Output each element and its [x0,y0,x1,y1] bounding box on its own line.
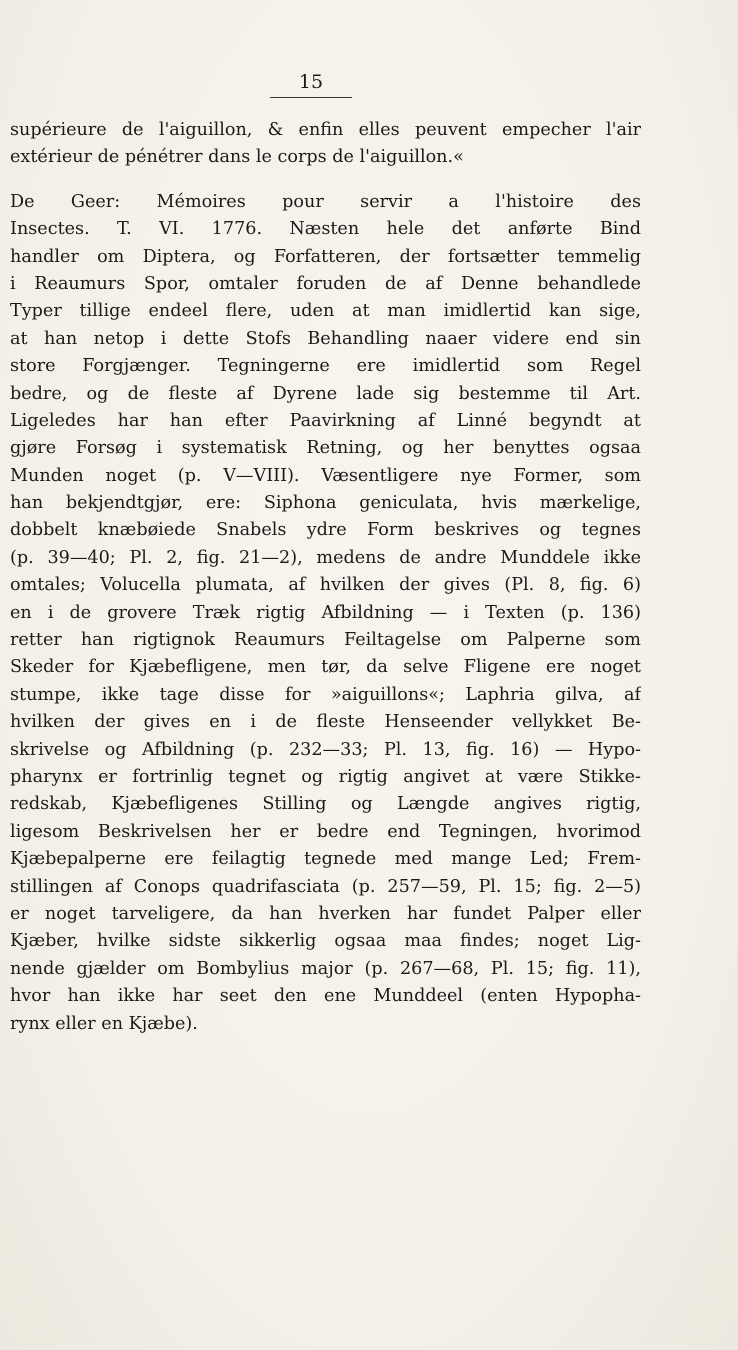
text-line: extérieur de pénétrer dans le corps de l'aiguillon.« [10,147,464,168]
text-line: pharynx er fortrinlig tegnet og rigtig angivet at være Stikke- [10,766,641,787]
text-line: Munden noget (p. V—VIII). Væsentligere nye Former, som [10,465,641,486]
text-line: dobbelt knæbøiede Snabels ydre Form beskrives og tegnes [10,520,641,541]
text-line: (p. 39—40; Pl. 2, fig. 21—2), medens de andre Munddele ikke [10,547,641,568]
text-line: ligesom Beskrivelsen her er bedre end Tegningen, hvorimod [10,821,641,842]
text-line: i Reaumurs Spor, omtaler foruden de af Denne behandlede [10,273,641,294]
text-line: stumpe, ikke tage disse for »aiguillons«; Laphria gilva, af [10,684,641,705]
text-line: omtales; Volucella plumata, af hvilken der gives (Pl. 8, fig. 6) [10,575,641,596]
page-number-rule [270,97,352,98]
text-line: skrivelse og Afbildning (p. 232—33; Pl. 13, fig. 16) — Hypo- [10,739,641,760]
text-line: gjøre Forsøg i systematisk Retning, og her benyttes ogsaa [10,438,641,459]
page-number: 15 [298,71,324,93]
text-line: redskab, Kjæbefligenes Stilling og Længde angives rigtig, [10,794,641,815]
text-line: Typer tillige endeel flere, uden at man imidlertid kan sige, [10,301,641,322]
body-text [10,117,641,1038]
text-line: Ligeledes har han efter Paavirkning af Linné begyndt at [10,410,641,431]
text-line: hvor han ikke har seet den ene Munddeel (enten Hypopha- [10,986,641,1007]
text-line: Skeder for Kjæbefligene, men tør, da selve Fligene ere noget [10,657,641,678]
text-line: stillingen af Conops quadrifasciata (p. 257—59, Pl. 15; fig. 2—5) [10,876,641,897]
text-line: at han netop i dette Stofs Behandling naaer videre end sin [10,328,641,349]
text-line: nende gjælder om Bombylius major (p. 267—68, Pl. 15; fig. 11), [10,958,641,979]
text-line: Kjæbepalperne ere feilagtig tegnede med mange Led; Frem- [10,849,641,870]
text-line: hvilken der gives en i de fleste Henseender vellykket Be- [10,712,641,733]
text-line: bedre, og de fleste af Dyrene lade sig bestemme til Art. [10,383,641,404]
text-line: er noget tarveligere, da han hverken har fundet Palper eller [10,903,641,924]
text-line: store Forgjænger. Tegningerne ere imidlertid som Regel [10,356,641,377]
text-line: han bekjendtgjør, ere: Siphona geniculata, hvis mærkelige, [10,493,641,514]
text-line: handler om Diptera, og Forfatteren, der fortsætter temmelig [10,246,641,267]
text-line: rynx eller en Kjæbe). [10,1013,198,1034]
text-line: De Geer: Mémoires pour servir a l'histoire des [10,191,641,212]
text-line: Insectes. T. VI. 1776. Næsten hele det anførte Bind [10,219,641,240]
text-line: Kjæber, hvilke sidste sikkerlig ogsaa maa findes; noget Lig- [10,931,641,952]
text-line: retter han rigtignok Reaumurs Feiltagelse om Palperne som [10,630,641,651]
paragraph-gap [10,172,641,189]
text-line: supérieure de l'aiguillon, & enfin elles peuvent empecher l'air [10,120,641,140]
text-line: en i de grovere Træk rigtig Afbildning — i Texten (p. 136) [10,602,641,623]
